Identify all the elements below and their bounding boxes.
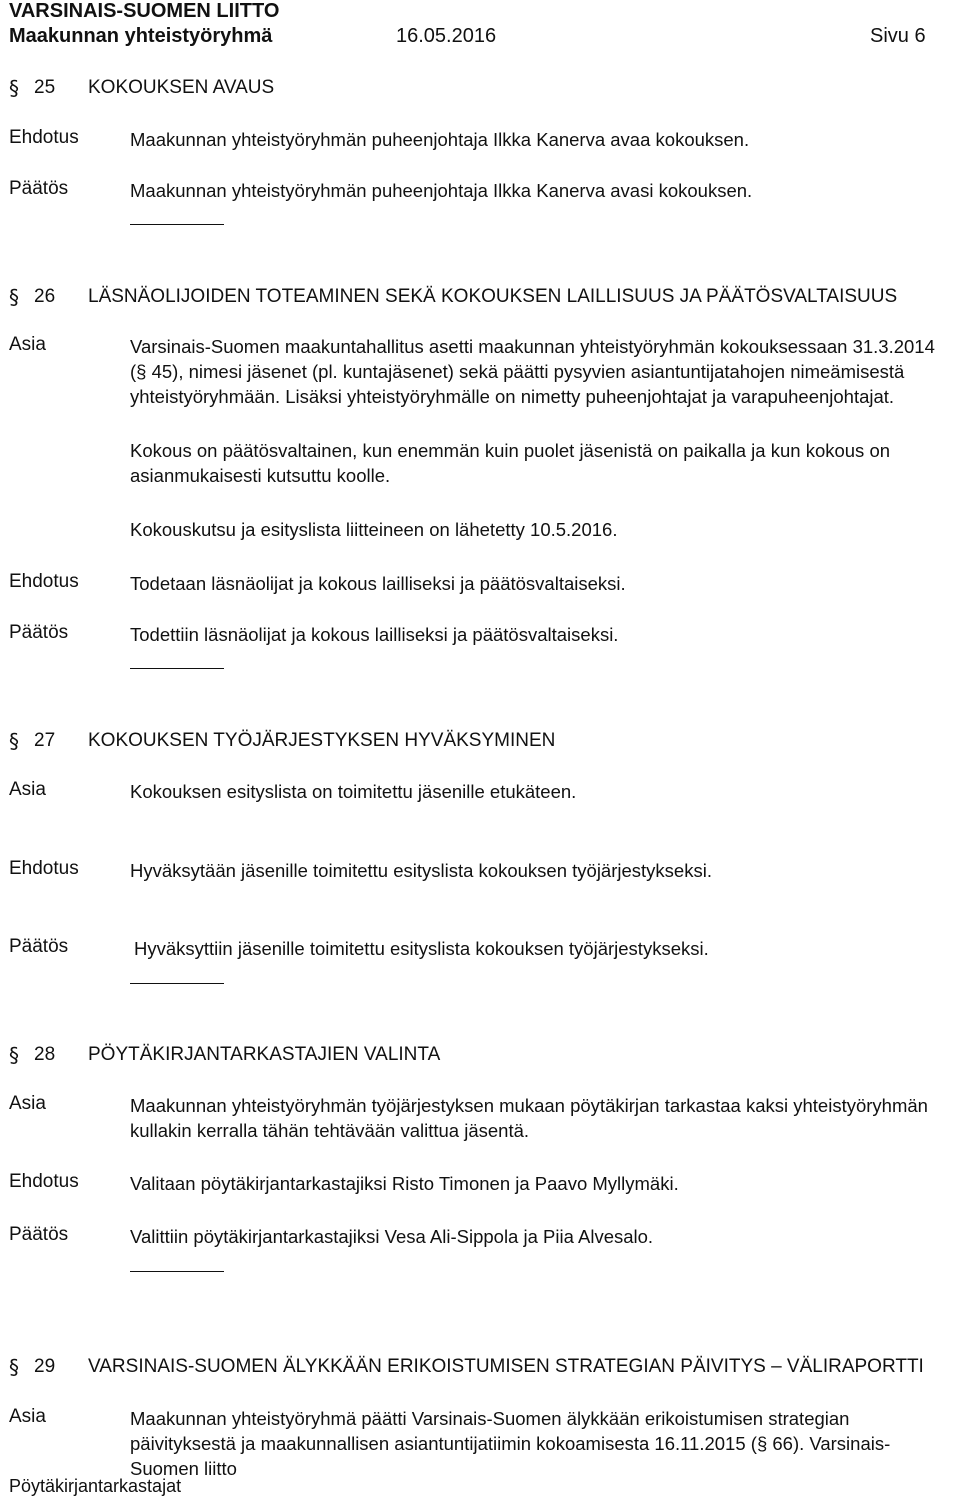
label-asia: Asia xyxy=(9,334,46,355)
section-end-rule xyxy=(130,983,224,984)
asia-text: Varsinais-Suomen maakuntahallitus asetti maakunnan yhteistyöryhmän kokouksessaan 31.3.2014 (§ 45), nimesi jäsenet (pl. kuntajäsenet) sekä päätti pysyvien asiantuntijatahojen nimeämisestä yhteistyöryhmään. Lisäksi yhteistyöryhmälle on nimetty puheenjohtajat ja varapuheenjohtajat. xyxy=(130,336,935,407)
asia-text: Kokous on päätösvaltainen, kun enemmän kuin puolet jäsenistä on paikalla ja kun kokous on asianmukaisesti kutsuttu koolle. xyxy=(130,440,891,486)
group-name: Maakunnan yhteistyöryhmä xyxy=(9,25,273,47)
label-ehdotus: Ehdotus xyxy=(9,1171,79,1192)
section-mark: § xyxy=(9,285,19,309)
section-number: 28 xyxy=(34,1044,56,1065)
label-ehdotus: Ehdotus xyxy=(9,127,79,148)
section-mark: § xyxy=(9,729,19,753)
asia-text: Kokouskutsu ja esityslista liitteineen on lähetetty 10.5.2016. xyxy=(130,519,618,540)
section-title: VARSINAIS-SUOMEN ÄLYKKÄÄN ERIKOISTUMISEN STRATEGIAN PÄIVITYS – VÄLIRAPORTTI xyxy=(88,1356,924,1377)
section-mark: § xyxy=(9,1043,19,1067)
section-number: 26 xyxy=(34,286,56,307)
page-number: Sivu 6 xyxy=(870,25,926,47)
section-mark: § xyxy=(9,76,19,100)
ehdotus-text: Hyväksytään jäsenille toimitettu esityslista kokouksen työjärjestykseksi. xyxy=(130,860,712,881)
label-asia: Asia xyxy=(9,1093,46,1114)
section-title: PÖYTÄKIRJANTARKASTAJIEN VALINTA xyxy=(88,1044,441,1065)
label-asia: Asia xyxy=(9,779,46,800)
paatos-text: Hyväksyttiin jäsenille toimitettu esityslista kokouksen työjärjestykseksi. xyxy=(134,938,709,959)
section-end-rule xyxy=(130,1271,224,1272)
footer-signatories-label: Pöytäkirjantarkastajat xyxy=(9,1476,182,1496)
ehdotus-text: Todetaan läsnäolijat ja kokous lailliseksi ja päätösvaltaiseksi. xyxy=(130,573,626,594)
label-paatos: Päätös xyxy=(9,1224,69,1245)
asia-text: Maakunnan yhteistyöryhmä päätti Varsinais-Suomen älykkään erikoistumisen strategian päivityksestä ja maakunnallisen asiantuntijatiimin kokoamisesta 16.11.2015 (§ 66). Varsinais-Suomen liitto xyxy=(130,1408,891,1479)
section-number: 25 xyxy=(34,77,56,98)
paatos-text: Maakunnan yhteistyöryhmän puheenjohtaja Ilkka Kanerva avasi kokouksen. xyxy=(130,180,753,201)
section-title: KOKOUKSEN TYÖJÄRJESTYKSEN HYVÄKSYMINEN xyxy=(88,730,556,751)
ehdotus-text: Maakunnan yhteistyöryhmän puheenjohtaja Ilkka Kanerva avaa kokouksen. xyxy=(130,129,750,150)
section-number: 27 xyxy=(34,730,56,751)
asia-text: Kokouksen esityslista on toimitettu jäsenille etukäteen. xyxy=(130,781,577,802)
label-ehdotus: Ehdotus xyxy=(9,571,79,592)
paatos-text: Valittiin pöytäkirjantarkastajiksi Vesa Ali-Sippola ja Piia Alvesalo. xyxy=(130,1226,654,1247)
label-paatos: Päätös xyxy=(9,178,69,199)
label-paatos: Päätös xyxy=(9,622,69,643)
section-title: KOKOUKSEN AVAUS xyxy=(88,77,275,98)
section-mark: § xyxy=(9,1355,19,1379)
organization-name: VARSINAIS-SUOMEN LIITTO xyxy=(9,0,280,22)
document-date: 16.05.2016 xyxy=(396,25,497,47)
section-end-rule xyxy=(130,224,224,225)
label-paatos: Päätös xyxy=(9,936,69,957)
section-title: LÄSNÄOLIJOIDEN TOTEAMINEN SEKÄ KOKOUKSEN LAILLISUUS JA PÄÄTÖSVALTAISUUS xyxy=(88,286,898,307)
section-number: 29 xyxy=(34,1356,56,1377)
label-ehdotus: Ehdotus xyxy=(9,858,79,879)
ehdotus-text: Valitaan pöytäkirjantarkastajiksi Risto Timonen ja Paavo Myllymäki. xyxy=(130,1173,679,1194)
section-end-rule xyxy=(130,668,224,669)
label-asia: Asia xyxy=(9,1406,46,1427)
paatos-text: Todettiin läsnäolijat ja kokous lailliseksi ja päätösvaltaiseksi. xyxy=(130,624,619,645)
asia-text: Maakunnan yhteistyöryhmän työjärjestyksen mukaan pöytäkirjan tarkastaa kaksi yhteistyöryhmän kullakin kerralla tähän tehtävään valittua jäsentä. xyxy=(130,1095,928,1141)
